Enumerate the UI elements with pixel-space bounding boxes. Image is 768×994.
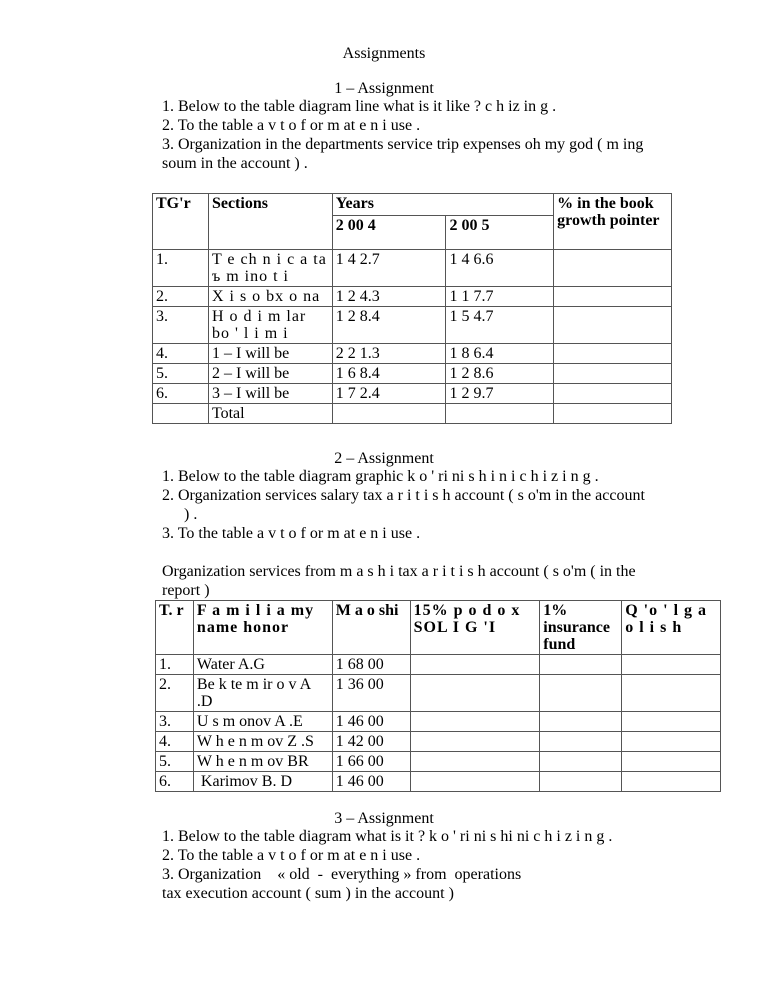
assignment-2-item: 1. Below to the table diagram graphic k o ' ri ni s h i n i c h i z i n g . xyxy=(162,468,599,485)
assignment-1-item: soum in the account ) . xyxy=(162,155,308,172)
table-row xyxy=(156,732,721,752)
row-salary: 1 46 00 xyxy=(332,712,410,732)
row-section: 1 – I will be xyxy=(208,344,332,364)
row-salary: 1 68 00 xyxy=(332,655,410,675)
salary-table xyxy=(155,600,721,792)
table-row xyxy=(153,364,672,384)
row-no: 1. xyxy=(156,655,194,675)
row-growth xyxy=(554,250,672,287)
table-row xyxy=(156,675,721,712)
assignment-2-item: 2. Organization services salary tax a r i t i s h account ( s o'm in the account xyxy=(162,487,645,504)
table-row xyxy=(156,655,721,675)
row-salary: 1 36 00 xyxy=(332,675,410,712)
header-fund: 1% insurance fund xyxy=(540,601,622,655)
header-remain: Q 'o ' l g a o l i s h xyxy=(622,601,721,655)
header-no: T. r xyxy=(156,601,194,655)
assignment-3-item: tax execution account ( sum ) in the account ) xyxy=(162,885,454,902)
assignment-3-item: 3. Organization « old - everything » from operations xyxy=(162,866,522,883)
table-row xyxy=(153,287,672,307)
row-no: 5. xyxy=(156,752,194,772)
row-no: 2. xyxy=(156,675,194,712)
row-2005: 1 2 9.7 xyxy=(446,384,554,404)
header-years: Years xyxy=(332,194,553,216)
row-no: 1. xyxy=(153,250,209,287)
row-2004: 1 6 8.4 xyxy=(332,364,446,384)
row-salary: 1 66 00 xyxy=(332,752,410,772)
row-growth xyxy=(554,287,672,307)
header-salary: M a o shi xyxy=(332,601,410,655)
table-row xyxy=(156,752,721,772)
assignment-2-item: ) . xyxy=(184,506,198,523)
total-label: Total xyxy=(208,404,332,424)
table-caption: Organization services from m a s h i tax a r i t i s h account ( s o'm ( in the xyxy=(162,563,636,580)
header-growth: % in the book growth pointer xyxy=(554,194,672,250)
table-row xyxy=(153,250,672,287)
assignment-2-heading: 2 – Assignment xyxy=(334,450,434,467)
row-no: 4. xyxy=(156,732,194,752)
row-section: X i s o bx o na xyxy=(208,287,332,307)
page-title: Assignments xyxy=(342,45,426,62)
row-name: Be k te m ir o v A .D xyxy=(193,675,332,712)
row-2005: 1 5 4.7 xyxy=(446,307,554,344)
row-no: 2. xyxy=(153,287,209,307)
assignment-3-item: 1. Below to the table diagram what is it ? k o ' ri ni s hi ni c h i z i n g . xyxy=(162,828,613,845)
table-row xyxy=(153,344,672,364)
table-row xyxy=(153,307,672,344)
assignment-3-item: 2. To the table a v t o f or m at e n i use . xyxy=(162,847,421,864)
row-name: Karimov B. D xyxy=(193,772,332,792)
row-2005: 1 1 7.7 xyxy=(446,287,554,307)
assignment-1-item: 3. Organization in the departments service trip expenses oh my god ( m ing xyxy=(162,136,644,153)
row-growth xyxy=(554,364,672,384)
assignment-1-item: 1. Below to the table diagram line what is it like ? c h iz in g . xyxy=(162,98,557,115)
assignment-1-item: 2. To the table a v t o f or m at e n i use . xyxy=(162,117,421,134)
row-2004: 2 2 1.3 xyxy=(332,344,446,364)
row-salary: 1 42 00 xyxy=(332,732,410,752)
header-no: TG'r xyxy=(153,194,209,250)
row-2004: 1 4 2.7 xyxy=(332,250,446,287)
table-row xyxy=(156,772,721,792)
header-2005: 2 00 5 xyxy=(446,216,554,250)
assignment-2-item: 3. To the table a v t o f or m at e n i use . xyxy=(162,525,421,542)
assignment-1-heading: 1 – Assignment xyxy=(334,80,434,97)
row-no: 3. xyxy=(156,712,194,732)
row-2004: 1 2 4.3 xyxy=(332,287,446,307)
row-2005: 1 2 8.6 xyxy=(446,364,554,384)
row-section: 2 – I will be xyxy=(208,364,332,384)
row-2005: 1 4 6.6 xyxy=(446,250,554,287)
header-tax: 15% p o d o x SOL I G 'I xyxy=(410,601,540,655)
table-caption: report ) xyxy=(162,582,210,599)
row-no: 5. xyxy=(153,364,209,384)
row-section: 3 – I will be xyxy=(208,384,332,404)
table-row xyxy=(153,384,672,404)
row-growth xyxy=(554,344,672,364)
row-name: Water A.G xyxy=(193,655,332,675)
row-name: U s m onov A .E xyxy=(193,712,332,732)
row-no: 6. xyxy=(153,384,209,404)
row-section: H o d i m lar bo ' l i m i xyxy=(208,307,332,344)
header-name: F a m i l i a my name honor xyxy=(193,601,332,655)
total-row xyxy=(153,404,672,424)
row-no: 6. xyxy=(156,772,194,792)
row-no: 3. xyxy=(153,307,209,344)
table-row xyxy=(156,712,721,732)
row-2005: 1 8 6.4 xyxy=(446,344,554,364)
assignment-3-heading: 3 – Assignment xyxy=(334,810,434,827)
row-name: W h e n m ov BR xyxy=(193,752,332,772)
row-no: 4. xyxy=(153,344,209,364)
header-sections: Sections xyxy=(208,194,332,250)
header-2004: 2 00 4 xyxy=(332,216,446,250)
row-growth xyxy=(554,384,672,404)
row-growth xyxy=(554,307,672,344)
sections-table xyxy=(152,193,672,424)
row-2004: 1 7 2.4 xyxy=(332,384,446,404)
row-section: T e ch n i c a ta ъ m ino t i xyxy=(208,250,332,287)
row-2004: 1 2 8.4 xyxy=(332,307,446,344)
row-salary: 1 46 00 xyxy=(332,772,410,792)
row-name: W h e n m ov Z .S xyxy=(193,732,332,752)
